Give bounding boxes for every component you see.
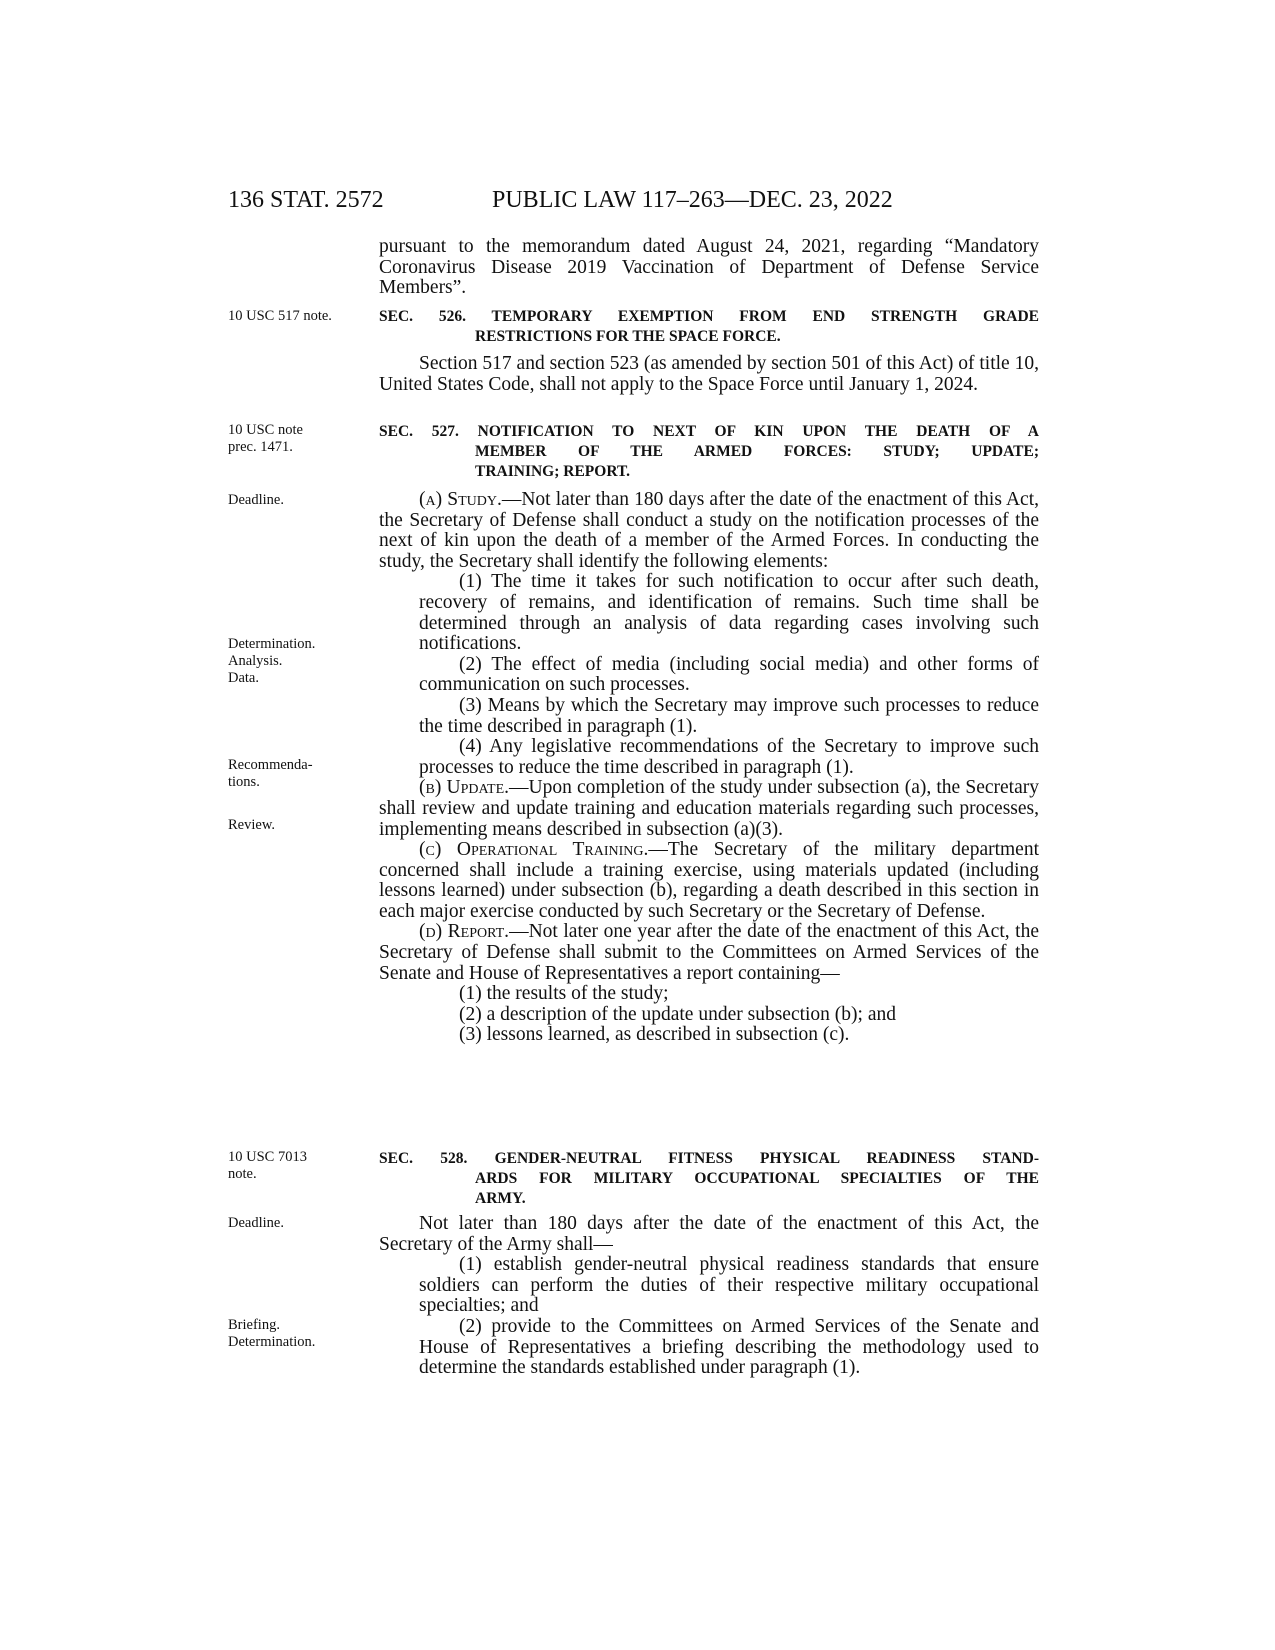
section-527-body <box>379 490 1039 1046</box>
margin-note-line: Analysis. <box>228 653 283 669</box>
section-paragraph: Section 517 and section 523 (as amended by section 501 of this Act) of title 10, United States Code, shall not apply to the Space Force until January 1, 2024. <box>379 353 1039 395</box>
section-heading-line: TRAINING; REPORT. <box>475 463 631 480</box>
section-527-heading <box>379 422 1039 482</box>
page-running-head: PUBLIC LAW 117–263—DEC. 23, 2022 <box>492 187 893 213</box>
section-paragraph: Not later than 180 days after the date of the enactment of this Act, the Secretary of the Army shall— <box>379 1213 1039 1255</box>
margin-note <box>228 1215 358 1232</box>
margin-note-line: Determination. <box>228 636 316 652</box>
margin-note <box>228 422 358 456</box>
subsection-label: (d) Report. <box>419 921 510 943</box>
paragraph-d1: (1) the results of the study; <box>459 983 669 1005</box>
section-heading-line: ARDS FOR MILITARY OCCUPATIONAL SPECIALTIES OF THE <box>475 1170 1039 1187</box>
section-heading-line: SEC. 528. GENDER-NEUTRAL FITNESS PHYSICAL READINESS STAND- <box>379 1150 1039 1167</box>
paragraph-d3: (3) lessons learned, as described in subsection (c). <box>459 1024 850 1046</box>
margin-note-line: note. <box>228 1166 257 1182</box>
margin-note-line: 10 USC 7013 <box>228 1149 307 1165</box>
section-heading-line: RESTRICTIONS FOR THE SPACE FORCE. <box>475 328 781 345</box>
margin-note-line: 10 USC 517 note. <box>228 308 332 324</box>
margin-note <box>228 308 358 325</box>
intro-text: pursuant to the memorandum dated August 24, 2021, regarding “Mandatory Coronavirus Disease 2019 Vaccination of Department of Defense Service Members”. <box>379 236 1039 299</box>
paragraph-a2: (2) The effect of media (including social media) and other forms of communication on such processes. <box>419 653 1039 696</box>
subsection-label: (a) Study. <box>419 489 502 510</box>
section-heading-line: ARMY. <box>475 1190 526 1207</box>
margin-note <box>228 636 358 687</box>
subsection-a <box>379 490 1039 572</box>
intro-paragraph <box>379 237 1039 299</box>
margin-note-line: Deadline. <box>228 1215 284 1231</box>
subsection-text: —Not later than 180 days after the date of the enactment of this Act, the Secretary of Defense shall conduct a study on the notification processes of the next of kin upon the death of a member of the Armed Forces. In conducting the study, the Secretary shall identify the following elements: <box>379 489 1039 572</box>
subsection-text: —Not later one year after the date of the enactment of this Act, the Secretary of Defense shall submit to the Committees on Armed Services of the Senate and House of Representatives a report containing— <box>379 921 1040 984</box>
section-526-text <box>379 354 1039 395</box>
paragraph-s1: (1) establish gender-neutral physical readiness standards that ensure soldiers can perform the duties of their respective military occupational specialties; and <box>419 1254 1039 1317</box>
paragraph-a1: (1) The time it takes for such notification to occur after such death, recovery of remains, and identification of remains. Such time shall be determined through an analysis of data regarding cases involving such notifications. <box>419 571 1039 655</box>
paragraph-d2: (2) a description of the update under subsection (b); and <box>459 1003 896 1025</box>
section-528-heading <box>379 1149 1039 1209</box>
subsection-c <box>379 840 1039 922</box>
margin-note-line: Data. <box>228 670 259 686</box>
margin-note-line: tions. <box>228 774 260 790</box>
margin-note <box>228 817 358 834</box>
margin-note <box>228 757 358 791</box>
margin-note-line: prec. 1471. <box>228 439 293 455</box>
page-stat-citation: 136 STAT. 2572 <box>228 187 384 213</box>
paragraph-s2: (2) provide to the Committees on Armed Services of the Senate and House of Representatives a briefing describing the methodology used to determine the standards established under paragraph (1). <box>419 1315 1039 1379</box>
margin-note-line: Recommenda- <box>228 757 313 773</box>
subsection-d <box>379 922 1039 984</box>
margin-note <box>228 492 358 509</box>
subsection-label: (b) Update. <box>419 777 509 799</box>
section-heading-line: SEC. 526. TEMPORARY EXEMPTION FROM END STRENGTH GRADE <box>379 308 1039 325</box>
subsection-text: —Upon completion of the study under subsection (a), the Secretary shall review and update training and education materials regarding such processes, implementing means described in subsection (a)(3). <box>379 777 1039 840</box>
paragraph-a4: (4) Any legislative recommendations of the Secretary to improve such processes to reduce the time described in paragraph (1). <box>419 736 1039 778</box>
margin-note <box>228 1317 358 1351</box>
section-528-body <box>379 1214 1039 1379</box>
section-heading-line: SEC. 527. NOTIFICATION TO NEXT OF KIN UPON THE DEATH OF A <box>379 423 1039 440</box>
margin-note-line: 10 USC note <box>228 422 303 438</box>
section-526-heading <box>379 307 1039 347</box>
subsection-text: —The Secretary of the military department concerned shall include a training exercise, using materials updated (including lessons learned) under subsection (b), regarding a death described in this section in each major exercise conducted by such Secretary or the Secretary of Defense. <box>379 839 1040 922</box>
paragraph-a3: (3) Means by which the Secretary may improve such processes to reduce the time described in paragraph (1). <box>419 694 1039 737</box>
margin-note-line: Deadline. <box>228 492 284 508</box>
subsection-b <box>379 778 1039 840</box>
margin-note-line: Briefing. <box>228 1317 280 1333</box>
margin-note-line: Review. <box>228 817 275 833</box>
margin-note-line: Determination. <box>228 1334 316 1350</box>
subsection-label: (c) Operational Training. <box>419 839 649 861</box>
section-heading-line: MEMBER OF THE ARMED FORCES: STUDY; UPDATE; <box>475 443 1039 460</box>
margin-note <box>228 1149 358 1183</box>
